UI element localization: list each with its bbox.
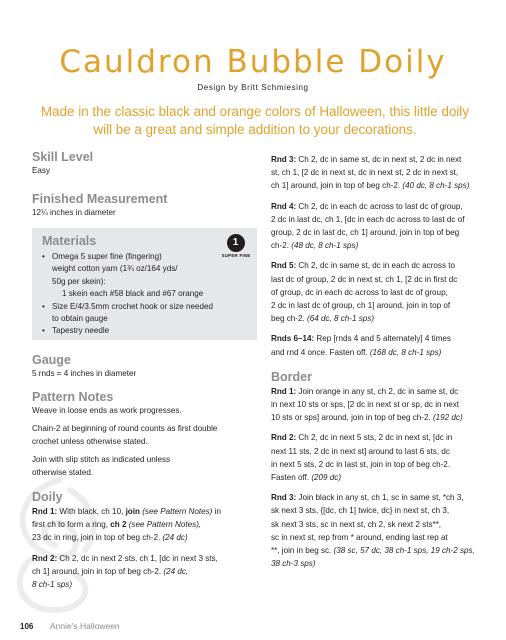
- finished-measurement-heading: Finished Measurement: [32, 191, 168, 206]
- yarn-ball-icon: [227, 234, 245, 252]
- gauge-heading: Gauge: [32, 353, 71, 367]
- designer-credit: Design by Britt Schmiesing: [197, 83, 309, 92]
- materials-item: • Size E/4/3.5mm crochet hook or size needed to obtain gauge: [42, 301, 242, 326]
- left-column-lower: [32, 353, 254, 591]
- doily-rnds-6-14: Rnds 6–14: Rep [rnds 4 and 5 alternately] 4 times and rnd 4 once. Fasten off. (168 dc, 8 ch-1 sps): [271, 334, 451, 357]
- materials-line: 50g per skein):: [52, 276, 106, 286]
- doily-rnd-4: Rnd 4: Ch 2, dc in each dc across to last dc of group, 2 dc in last dc, ch 1, [dc in each dc across to last dc of group, 2 dc in last dc, ch 1] around, join in top of beg ch-2. (48 dc, 8 ch-1 sps): [271, 201, 465, 251]
- page-number: 106: [20, 622, 34, 631]
- pattern-note: Chain-2 at beginning of round counts as first double crochet unless otherwise stated.: [32, 424, 218, 446]
- intro-text: Made in the classic black and orange colors of Halloween, this little doily will be a great and simple addition to your decorations.: [41, 104, 469, 137]
- border-heading: Border: [271, 369, 312, 384]
- materials-box: [32, 228, 257, 340]
- border-rnd-2: Rnd 2: Ch 2, dc in next 5 sts, 2 dc in next st, [dc in next 11 sts, 2 dc in next st] around to last 6 sts, dc in next 5 sts, 2 dc in last st, join in top of beg ch-2. Fasten off. (209 dc): [271, 433, 453, 483]
- materials-list: [42, 251, 242, 338]
- pattern-notes-heading: Pattern Notes: [32, 389, 114, 404]
- materials-line: weight cotton yarn (1¾ oz/164 yds/: [52, 264, 178, 274]
- materials-line: Tapestry needle: [52, 326, 110, 336]
- materials-item: • Omega 5 super fine (fingering) weight cotton yarn (1¾ oz/164 yds/ 50g per skein): 1 skein each #58 black and #67 orange: [42, 251, 242, 301]
- materials-line: Omega 5 super fine (fingering): [52, 252, 162, 261]
- doily-rnd-1: Rnd 1: With black, ch 10, join (see Pattern Notes) in first ch to form a ring, ch 2 (see Pattern Notes), 23 dc in ring, join in top of beg ch-2. (24 dc): [32, 507, 221, 543]
- materials-item: • Tapestry needle: [42, 325, 242, 337]
- doily-heading: Doily: [32, 490, 63, 504]
- materials-line: Size E/4/3.5mm crochet hook or size needed: [52, 301, 214, 311]
- doily-rnd-5: Rnd 5: Ch 2, dc in same st, dc in each dc across to last dc of group, 2 dc in next st, ch 1, [2 dc in first dc of group, dc in each dc across to last dc of group, 2 dc in last dc of group, ch 1] around, join in top of beg ch-2. (64 dc, 8 ch-1 sps): [271, 261, 458, 324]
- finished-measurement-value: 12¼ inches in diameter: [32, 207, 116, 217]
- materials-line: 1 skein each #58 black and #67 orange: [62, 289, 204, 299]
- border-rnd-1: Rnd 1: Join orange in any st, ch 2, dc in same st, dc in next 10 sts or sps, [2 dc in next st or sp, dc in next 10 sts or sps] around, join in top of beg ch-2. (192 dc): [271, 386, 463, 423]
- doily-rnd-2: Rnd 2: Ch 2, dc in next 2 sts, ch 1, [dc in next 3 sts, ch 1] around, join in top of beg ch-2. (24 dc, 8 ch-1 sps): [32, 553, 218, 590]
- materials-line: to obtain gauge: [52, 314, 108, 324]
- pattern-note: Weave in loose ends as work progresses.: [32, 405, 182, 415]
- skill-level-heading: Skill Level: [32, 150, 94, 164]
- yarn-weight-label: SUPER FINE: [221, 253, 251, 258]
- book-title: Annie's Halloween: [50, 621, 120, 631]
- skill-level-value: Easy: [32, 166, 50, 175]
- page-title: Cauldron Bubble Doily: [59, 44, 447, 80]
- doily-rnd-3: Rnd 3: Ch 2, dc in same st, dc in next st, 2 dc in next st, ch 1, [2 dc in next st, dc in next st, 2 dc in next st, ch 1] around, join in top of beg ch-2. (40 dc, 8 ch-1 sps): [271, 155, 470, 191]
- gauge-value: 5 rnds = 4 inches in diameter: [32, 369, 137, 378]
- yarn-weight-number: 1: [232, 237, 239, 248]
- right-column: [271, 153, 481, 570]
- left-column: [32, 150, 254, 219]
- border-rnd-3: Rnd 3: Join black in any st, ch 1, sc in same st, *ch 3, sk next 3 sts, {[dc, ch 1] twice, dc} in next st, ch 3, sk next 3 sts, sc in next st, ch 2, sk next 2 sts**, sc in next st, rep from * around, ending last rep at **, join in beg sc. (38 sc, 57 dc, 38 ch-1 sps, 19 ch-2 sps, 38 ch-3 sps): [271, 493, 475, 569]
- pattern-note: Join with slip stitch as indicated unless otherwise stated.: [32, 455, 171, 477]
- materials-heading: Materials: [42, 234, 97, 248]
